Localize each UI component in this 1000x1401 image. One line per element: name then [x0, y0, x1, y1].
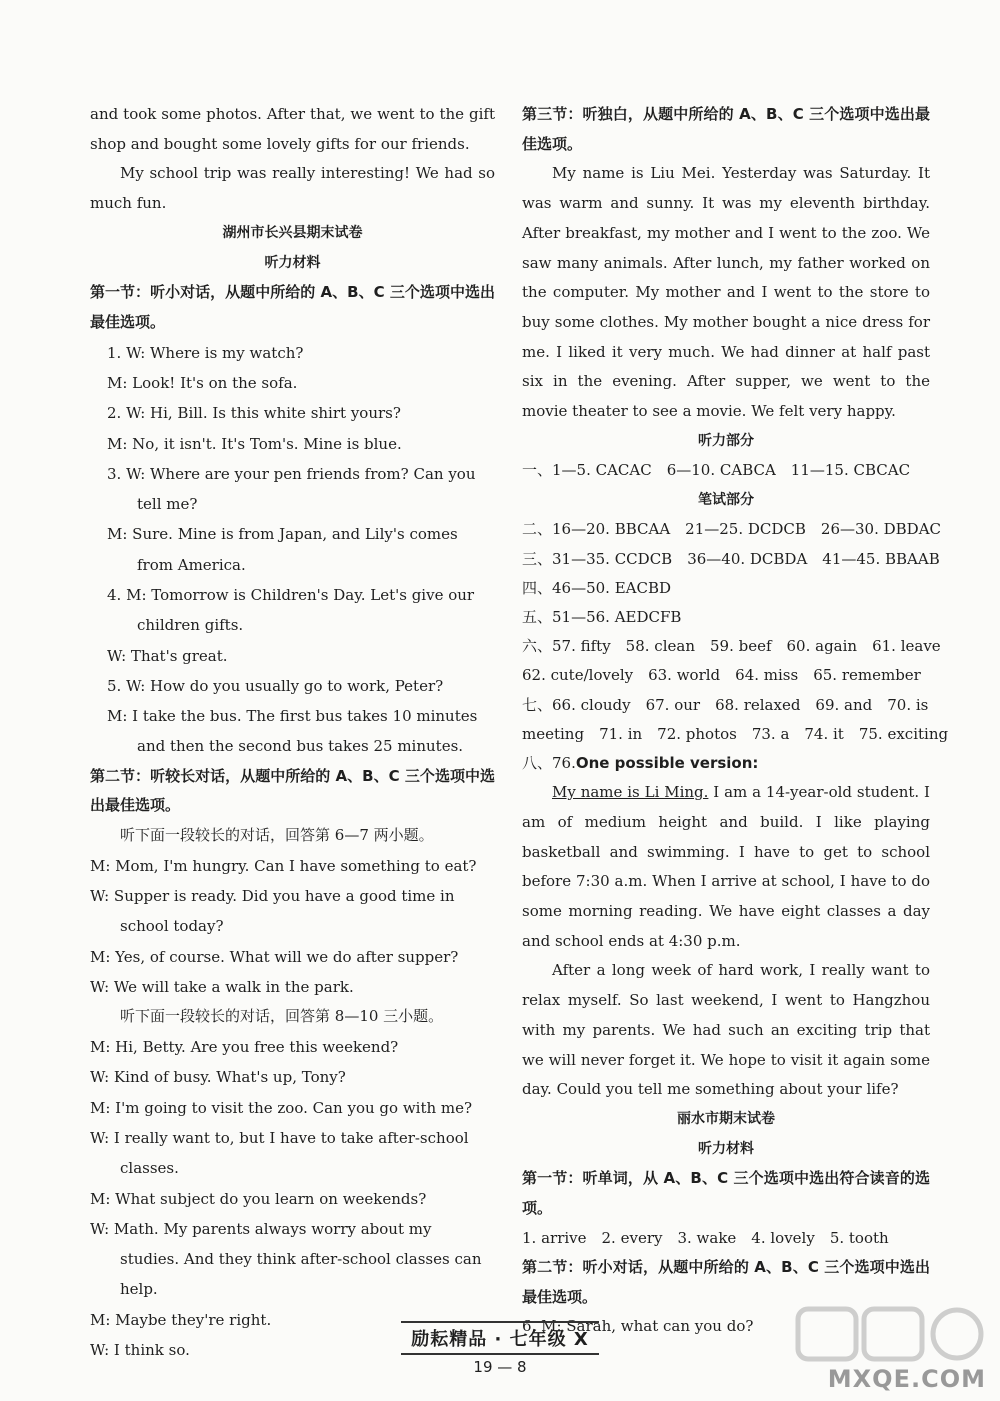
- lishui-section1-title: 第一节：听单词，从 A、B、C 三个选项中选出符合读音的选项。: [522, 1169, 930, 1218]
- dialog-line: [90, 1093, 495, 1123]
- section1-title: 第一节：听小对话，从题中所给的 A、B、C 三个选项中选出最佳选项。: [90, 283, 495, 331]
- dialog-line: [90, 972, 495, 1002]
- dialog-line-text: M: No, it isn't. It's Tom's. Mine is blue.: [107, 434, 402, 453]
- dialog-line: [90, 641, 495, 671]
- answer-line: 五、51—56. AEDCFB: [522, 607, 682, 626]
- last-dialog-line: 6. M: Sarah, what can you do?: [522, 1317, 754, 1336]
- dialog-note-2: 听下面一段较长的对话，回答第 8—10 三小题。: [120, 1007, 444, 1026]
- section2-title: 第二节：听较长对话，从题中所给的 A、B、C 三个选项中选出最佳选项。: [90, 766, 495, 815]
- dialog-line-text: M: I take the bus. The first bus takes 10 minutes and then the second bus takes 25 minutes.: [107, 707, 478, 756]
- right-column: [522, 100, 949, 1342]
- dialog-line-text: M: Maybe they're right.: [90, 1310, 272, 1329]
- watermark-text: MXQE.COM: [827, 1365, 986, 1393]
- intro-paragraph-1: and took some photos. After that, we went to the gift shop and bought some lovely gifts for our friends.: [90, 105, 495, 153]
- dialog-line: [90, 671, 495, 701]
- answer-line: meeting 71. in 72. photos 73. a 74. it 75. exciting: [522, 724, 949, 743]
- dialog-line-text: M: Yes, of course. What will we do after supper?: [90, 947, 459, 966]
- answer-line: 四、46—50. EACBD: [522, 578, 672, 597]
- dialog-line-text: 5. W: How do you usually go to work, Peter?: [107, 676, 444, 695]
- dialog-line-text: 4. M: Tomorrow is Children's Day. Let's give our children gifts.: [107, 586, 475, 635]
- exam-title: 湖州市长兴县期末试卷: [222, 224, 363, 241]
- dialog-line-text: W: Kind of busy. What's up, Tony?: [90, 1068, 346, 1087]
- essay-version: One possible version:: [575, 753, 759, 772]
- dialog-line: [90, 1123, 495, 1184]
- dialog-line-text: W: Supper is ready. Did you have a good time in school today?: [90, 887, 455, 936]
- dialog-line-text: M: Mom, I'm hungry. Can I have something to eat?: [90, 856, 477, 875]
- word-list: 1. arrive 2. every 3. wake 4. lovely 5. tooth: [522, 1228, 889, 1247]
- dialog-line: [90, 368, 495, 398]
- dialog-line-text: 2. W: Hi, Bill. Is this white shirt yours?: [107, 404, 401, 423]
- answer-line: 三、31—35. CCDCB 36—40. DCBDA 41—45. BBAAB: [522, 549, 940, 568]
- dialog-line: [90, 1214, 495, 1305]
- answer-line: 六、57. fifty 58. clean 59. beef 60. again 61. leave: [522, 637, 941, 656]
- dialog-line-text: W: We will take a walk in the park.: [90, 978, 354, 997]
- listening-title-2: 听力材料: [698, 1140, 754, 1157]
- exam2-title: 丽水市期末试卷: [677, 1110, 775, 1127]
- dialog-line-text: M: Look! It's on the sofa.: [107, 373, 298, 392]
- section3-title: 第三节：听独白，从题中所给的 A、B、C 三个选项中选出最佳选项。: [522, 105, 930, 153]
- essay-paragraph-1: [522, 778, 930, 956]
- dialog-line: [90, 580, 495, 641]
- essay-paragraph-2: After a long week of hard work, I really want to relax myself. So last weekend, I went to Hangzhou with my parents. We had such an exciting trip that we will never forget it. We hope to visit it again some day. Could you tell me something about your life?: [522, 961, 930, 1099]
- lishui-section2-title: 第二节：听小对话，从题中所给的 A、B、C 三个选项中选出最佳选项。: [522, 1257, 930, 1306]
- dialog-line: [90, 429, 495, 459]
- dialog-line-text: M: Hi, Betty. Are you free this weekend?: [90, 1038, 399, 1057]
- page-number: 19 — 8: [473, 1358, 527, 1376]
- dialog-line-text: 1. W: Where is my watch?: [107, 343, 304, 362]
- answer-line: 一、1—5. CACAC 6—10. CABCA 11—15. CBCAC: [522, 461, 911, 480]
- dialog-line-text: W: That's great.: [107, 646, 228, 665]
- dialog-line: [90, 398, 495, 428]
- dialog-line: [90, 701, 495, 762]
- brand-label: 励耘精品 · 七年级 X: [401, 1321, 599, 1355]
- dialog-line: [90, 942, 495, 972]
- dialog-line-text: W: I really want to, but I have to take after-school classes.: [90, 1128, 469, 1178]
- listening-part-heading: 听力部分: [698, 432, 754, 449]
- answer-list: [522, 515, 949, 749]
- dialog-line-text: W: Math. My parents always worry about my studies. And they think after-school classes can help.: [90, 1219, 482, 1299]
- left-column: [90, 100, 495, 1365]
- dialog-line: [90, 459, 495, 520]
- dialog-line: [90, 1184, 495, 1214]
- dialog-line: [90, 881, 495, 942]
- dialog-line: [90, 1032, 495, 1062]
- dialog-line-text: M: What subject do you learn on weekends?: [90, 1189, 427, 1208]
- dialog-line-text: W: I think so.: [90, 1341, 190, 1360]
- monologue-text: My name is Liu Mei. Yesterday was Saturday. It was warm and sunny. It was my eleventh birthday. After breakfast, my mother and I went to the zoo. We saw many animals. After lunch, my father worked on the computer. My mother and I went to the store to buy some clothes. My mother bought a nice dress for me. I liked it very much. We had dinner at half past six in the evening. After supper, we went to the movie theater to see a movie. We felt very happy.: [522, 164, 930, 421]
- dialog-line-text: 3. W: Where are your pen friends from? Can you tell me?: [107, 464, 476, 514]
- section1-dialogs: [90, 338, 495, 762]
- essay-header: [522, 749, 930, 778]
- dialog-line-text: M: Sure. Mine is from Japan, and Lily's comes from America.: [107, 525, 458, 574]
- essay-label: 八、76.: [522, 753, 576, 772]
- intro-paragraph-2: My school trip was really interesting! We had so much fun.: [90, 164, 495, 213]
- written-part-heading: 笔试部分: [698, 491, 754, 508]
- dialog-line-text: M: I'm going to visit the zoo. Can you go with me?: [90, 1098, 473, 1117]
- dialog-line: [90, 1062, 495, 1092]
- long-dialog-2: [90, 1032, 495, 1365]
- dialog-note-1: 听下面一段较长的对话，回答第 6—7 两小题。: [120, 826, 434, 845]
- dialog-line: [90, 851, 495, 881]
- answer-line: 62. cute/lovely 63. world 64. miss 65. remember: [522, 666, 921, 685]
- essay-p1-rest: I am a 14-year-old student. I am of medium height and build. I like playing basketball and swimming. I have to get to school before 7:30 a.m. When I arrive at school, I have to do some morning reading. We have eight classes a day and school ends at 4:30 p.m.: [522, 783, 930, 950]
- dialog-line: [90, 338, 495, 368]
- answer-line: 二、16—20. BBCAA 21—25. DCDCB 26—30. DBDAC: [522, 520, 942, 539]
- answer-line: 七、66. cloudy 67. our 68. relaxed 69. and 70. is: [522, 695, 929, 714]
- essay-underlined: My name is Li Ming.: [552, 783, 709, 802]
- listening-title: 听力材料: [264, 254, 321, 271]
- dialog-line: [90, 519, 495, 580]
- long-dialog-1: [90, 851, 495, 1002]
